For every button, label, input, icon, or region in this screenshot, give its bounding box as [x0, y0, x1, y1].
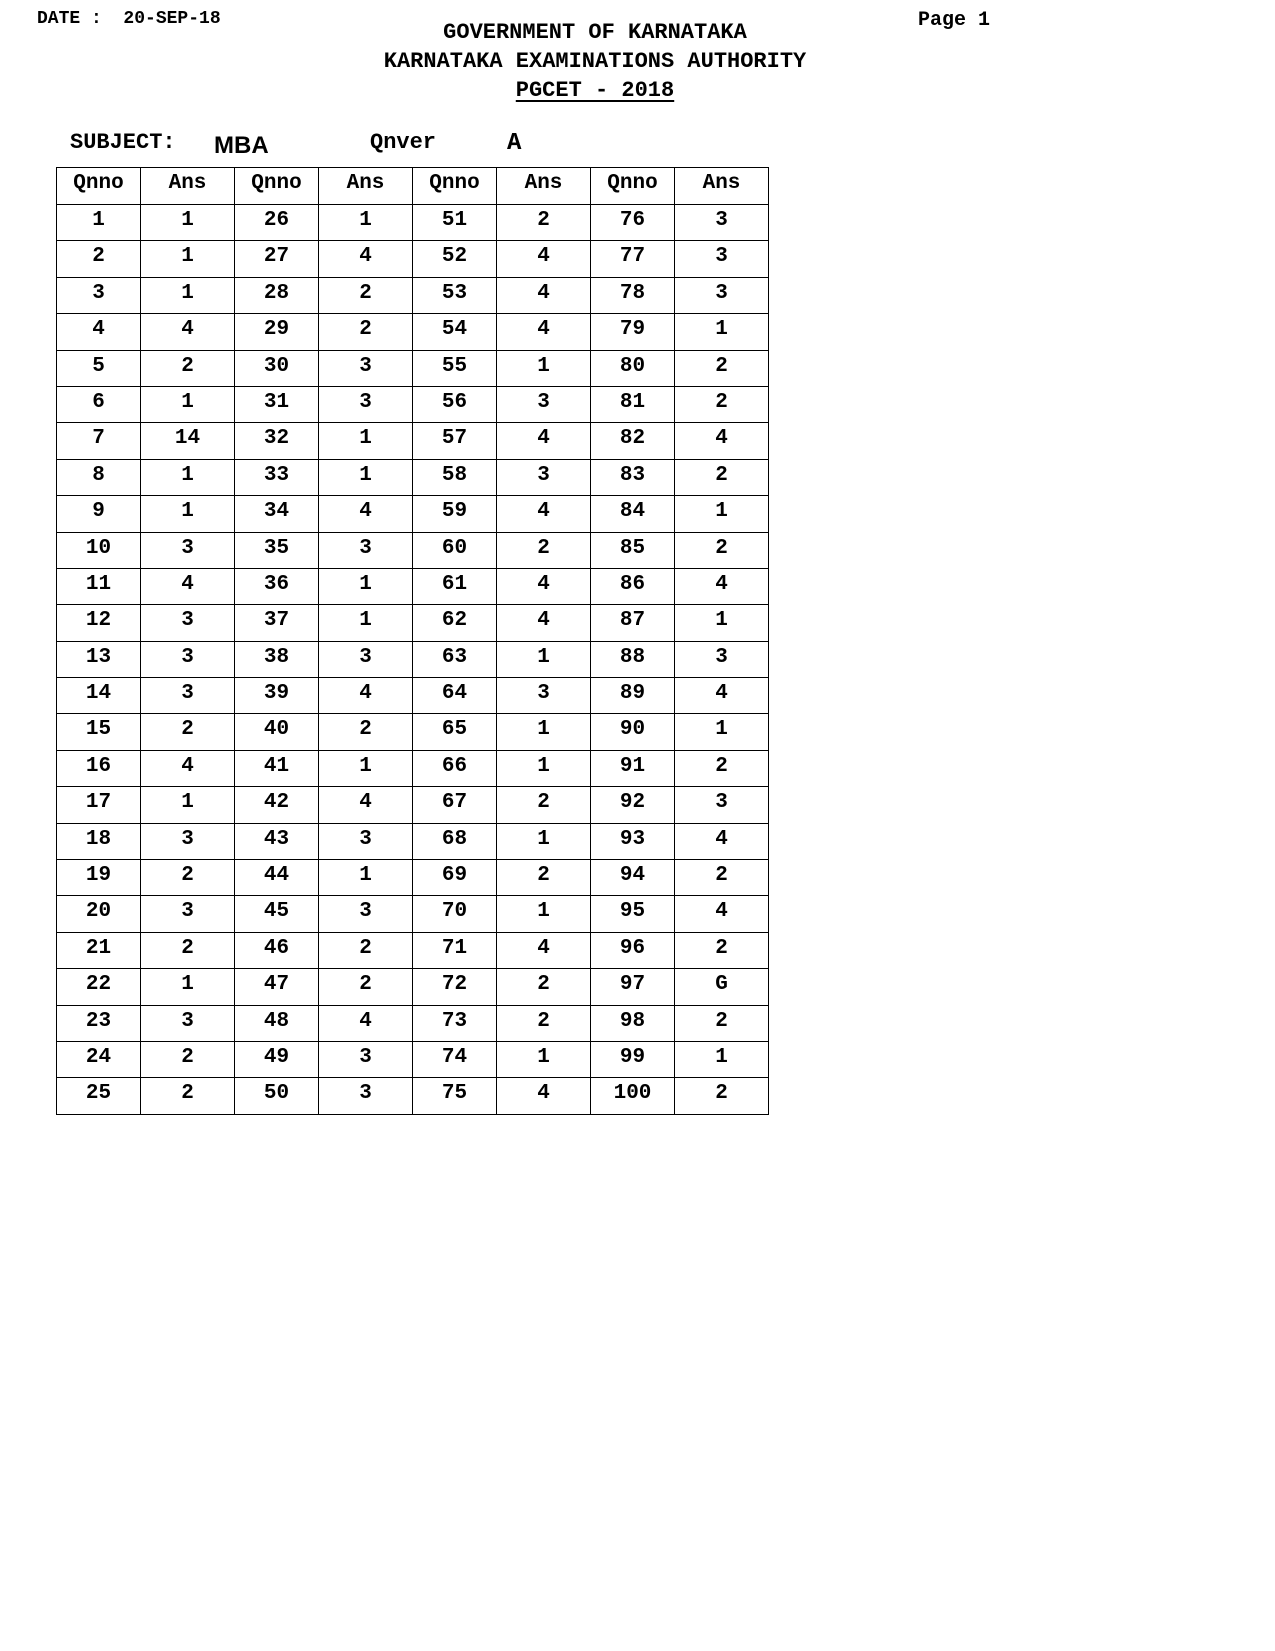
table-row	[57, 532, 769, 568]
answer-cell: 2	[675, 1078, 769, 1114]
table-row	[57, 787, 769, 823]
question-number-cell: 71	[413, 932, 497, 968]
answer-cell: 3	[141, 1005, 235, 1041]
answer-cell: 1	[141, 787, 235, 823]
answer-cell: 2	[675, 1005, 769, 1041]
answer-cell: 1	[675, 496, 769, 532]
question-number-cell: 29	[235, 314, 319, 350]
answer-cell: 2	[497, 969, 591, 1005]
answer-cell: 4	[497, 568, 591, 604]
answer-cell: 2	[141, 1078, 235, 1114]
answer-cell: 3	[675, 787, 769, 823]
answer-cell: 3	[319, 1041, 413, 1077]
question-number-cell: 83	[591, 459, 675, 495]
answer-cell: 2	[141, 350, 235, 386]
question-number-cell: 82	[591, 423, 675, 459]
question-number-cell: 68	[413, 823, 497, 859]
question-number-cell: 15	[57, 714, 141, 750]
question-number-cell: 58	[413, 459, 497, 495]
table-header-row	[57, 168, 769, 205]
question-number-cell: 88	[591, 641, 675, 677]
page-number: Page 1	[918, 9, 991, 32]
table-row	[57, 969, 769, 1005]
table-row	[57, 714, 769, 750]
answer-cell: 1	[497, 714, 591, 750]
table-row	[57, 605, 769, 641]
answer-cell: 1	[497, 1041, 591, 1077]
question-number-cell: 20	[57, 896, 141, 932]
question-number-cell: 23	[57, 1005, 141, 1041]
question-number-cell: 28	[235, 277, 319, 313]
answer-cell: 1	[319, 568, 413, 604]
answer-cell: 4	[141, 314, 235, 350]
answer-cell: 2	[141, 1041, 235, 1077]
question-number-cell: 42	[235, 787, 319, 823]
column-header-ans: Ans	[319, 168, 413, 205]
question-number-cell: 8	[57, 459, 141, 495]
question-number-cell: 60	[413, 532, 497, 568]
column-header-qnno: Qnno	[57, 168, 141, 205]
question-number-cell: 72	[413, 969, 497, 1005]
question-number-cell: 30	[235, 350, 319, 386]
question-number-cell: 40	[235, 714, 319, 750]
answer-cell: 4	[497, 605, 591, 641]
question-number-cell: 59	[413, 496, 497, 532]
question-number-cell: 99	[591, 1041, 675, 1077]
answer-cell: 2	[319, 969, 413, 1005]
question-number-cell: 26	[235, 205, 319, 241]
answer-cell: 3	[675, 205, 769, 241]
question-number-cell: 5	[57, 350, 141, 386]
answer-cell: 1	[319, 750, 413, 786]
question-number-cell: 46	[235, 932, 319, 968]
table-row	[57, 932, 769, 968]
answer-cell: 4	[675, 678, 769, 714]
question-number-cell: 14	[57, 678, 141, 714]
question-number-cell: 38	[235, 641, 319, 677]
question-number-cell: 11	[57, 568, 141, 604]
answer-cell: 4	[497, 932, 591, 968]
question-number-cell: 70	[413, 896, 497, 932]
column-header-qnno: Qnno	[591, 168, 675, 205]
answer-cell: 1	[497, 350, 591, 386]
table-row	[57, 1005, 769, 1041]
question-number-cell: 78	[591, 277, 675, 313]
column-header-ans: Ans	[497, 168, 591, 205]
answer-cell: 2	[319, 314, 413, 350]
answer-cell: 4	[497, 277, 591, 313]
question-number-cell: 89	[591, 678, 675, 714]
question-number-cell: 79	[591, 314, 675, 350]
answer-cell: 3	[319, 350, 413, 386]
column-header-ans: Ans	[141, 168, 235, 205]
table-row	[57, 241, 769, 277]
question-number-cell: 96	[591, 932, 675, 968]
question-number-cell: 50	[235, 1078, 319, 1114]
answer-cell: 2	[675, 860, 769, 896]
qnver-label: Qnver	[370, 130, 437, 155]
question-number-cell: 67	[413, 787, 497, 823]
answer-cell: 1	[497, 823, 591, 859]
question-number-cell: 64	[413, 678, 497, 714]
answer-cell: 1	[319, 860, 413, 896]
answer-cell: 2	[675, 459, 769, 495]
question-number-cell: 2	[57, 241, 141, 277]
question-number-cell: 54	[413, 314, 497, 350]
answer-cell: 1	[319, 605, 413, 641]
question-number-cell: 37	[235, 605, 319, 641]
table-row	[57, 350, 769, 386]
question-number-cell: 18	[57, 823, 141, 859]
question-number-cell: 66	[413, 750, 497, 786]
table-row	[57, 1041, 769, 1077]
question-number-cell: 62	[413, 605, 497, 641]
answer-cell: 3	[675, 277, 769, 313]
answer-cell: 3	[319, 386, 413, 422]
answer-cell: 2	[497, 860, 591, 896]
answer-cell: 3	[319, 641, 413, 677]
question-number-cell: 36	[235, 568, 319, 604]
answer-cell: 4	[675, 896, 769, 932]
answer-cell: 2	[497, 787, 591, 823]
subject-label: SUBJECT:	[70, 130, 176, 155]
question-number-cell: 48	[235, 1005, 319, 1041]
question-number-cell: 61	[413, 568, 497, 604]
table-row	[57, 896, 769, 932]
answer-cell: 3	[319, 823, 413, 859]
table-row	[57, 386, 769, 422]
table-row	[57, 496, 769, 532]
answer-cell: 3	[141, 532, 235, 568]
answer-cell: 3	[497, 386, 591, 422]
question-number-cell: 63	[413, 641, 497, 677]
answer-cell: 1	[141, 459, 235, 495]
question-number-cell: 49	[235, 1041, 319, 1077]
answer-cell: 4	[497, 314, 591, 350]
answer-cell: 1	[319, 459, 413, 495]
table-row	[57, 641, 769, 677]
answer-cell: 1	[141, 241, 235, 277]
question-number-cell: 16	[57, 750, 141, 786]
question-number-cell: 95	[591, 896, 675, 932]
question-number-cell: 4	[57, 314, 141, 350]
column-header-qnno: Qnno	[413, 168, 497, 205]
answer-cell: 2	[141, 714, 235, 750]
question-number-cell: 93	[591, 823, 675, 859]
question-number-cell: 25	[57, 1078, 141, 1114]
answer-cell: 4	[497, 496, 591, 532]
table-row	[57, 423, 769, 459]
answer-cell: 1	[141, 205, 235, 241]
answer-cell: 3	[141, 823, 235, 859]
answer-cell: 2	[319, 932, 413, 968]
question-number-cell: 77	[591, 241, 675, 277]
question-number-cell: 33	[235, 459, 319, 495]
document-title-block	[0, 18, 1190, 105]
answer-cell: 2	[319, 277, 413, 313]
answer-cell: 4	[141, 750, 235, 786]
answer-cell: 2	[675, 350, 769, 386]
answer-cell: 4	[141, 568, 235, 604]
question-number-cell: 85	[591, 532, 675, 568]
answer-cell: 4	[497, 241, 591, 277]
title-exam: PGCET - 2018	[515, 78, 675, 103]
answer-cell: 3	[319, 896, 413, 932]
question-number-cell: 56	[413, 386, 497, 422]
question-number-cell: 81	[591, 386, 675, 422]
answer-cell: 4	[675, 423, 769, 459]
answer-cell: 1	[141, 496, 235, 532]
answer-cell: 1	[319, 205, 413, 241]
table-row	[57, 205, 769, 241]
answer-cell: 1	[497, 641, 591, 677]
table-row	[57, 568, 769, 604]
column-header-qnno: Qnno	[235, 168, 319, 205]
question-number-cell: 97	[591, 969, 675, 1005]
table-row	[57, 277, 769, 313]
table-row	[57, 823, 769, 859]
question-number-cell: 45	[235, 896, 319, 932]
question-number-cell: 35	[235, 532, 319, 568]
subject-value: MBA	[214, 132, 269, 159]
question-number-cell: 92	[591, 787, 675, 823]
answer-cell: 3	[319, 532, 413, 568]
question-number-cell: 76	[591, 205, 675, 241]
question-number-cell: 3	[57, 277, 141, 313]
answer-cell: 1	[675, 314, 769, 350]
answer-cell: 4	[319, 678, 413, 714]
question-number-cell: 55	[413, 350, 497, 386]
answer-cell: 2	[675, 750, 769, 786]
answer-cell: 1	[141, 277, 235, 313]
answer-cell: 4	[497, 423, 591, 459]
answer-cell: 3	[141, 896, 235, 932]
table-body	[57, 205, 769, 1115]
question-number-cell: 1	[57, 205, 141, 241]
answer-cell: 1	[141, 969, 235, 1005]
answer-cell: 4	[319, 787, 413, 823]
answer-cell: 2	[675, 932, 769, 968]
answer-cell: 2	[319, 714, 413, 750]
question-number-cell: 73	[413, 1005, 497, 1041]
answer-cell: 3	[675, 641, 769, 677]
answer-cell: 2	[497, 532, 591, 568]
table-row	[57, 459, 769, 495]
date-label: DATE :	[37, 9, 102, 29]
question-number-cell: 75	[413, 1078, 497, 1114]
table-row	[57, 1078, 769, 1114]
question-number-cell: 27	[235, 241, 319, 277]
answer-cell: G	[675, 969, 769, 1005]
question-number-cell: 51	[413, 205, 497, 241]
question-number-cell: 74	[413, 1041, 497, 1077]
question-number-cell: 57	[413, 423, 497, 459]
question-number-cell: 13	[57, 641, 141, 677]
answer-cell: 14	[141, 423, 235, 459]
table-row	[57, 678, 769, 714]
answer-cell: 3	[141, 678, 235, 714]
question-number-cell: 84	[591, 496, 675, 532]
question-number-cell: 100	[591, 1078, 675, 1114]
answer-cell: 3	[141, 605, 235, 641]
answer-cell: 3	[141, 641, 235, 677]
question-number-cell: 19	[57, 860, 141, 896]
answer-cell: 1	[675, 605, 769, 641]
answer-cell: 2	[675, 532, 769, 568]
column-header-ans: Ans	[675, 168, 769, 205]
table-row	[57, 314, 769, 350]
question-number-cell: 17	[57, 787, 141, 823]
question-number-cell: 91	[591, 750, 675, 786]
answer-cell: 2	[141, 860, 235, 896]
question-number-cell: 80	[591, 350, 675, 386]
answer-cell: 2	[497, 1005, 591, 1041]
question-number-cell: 34	[235, 496, 319, 532]
answer-cell: 4	[319, 496, 413, 532]
question-number-cell: 94	[591, 860, 675, 896]
question-number-cell: 43	[235, 823, 319, 859]
answer-key-table	[56, 167, 769, 1115]
answer-cell: 2	[141, 932, 235, 968]
answer-cell: 1	[675, 1041, 769, 1077]
question-number-cell: 47	[235, 969, 319, 1005]
table-row	[57, 750, 769, 786]
question-number-cell: 10	[57, 532, 141, 568]
answer-cell: 2	[675, 386, 769, 422]
answer-cell: 1	[141, 386, 235, 422]
question-number-cell: 44	[235, 860, 319, 896]
question-number-cell: 24	[57, 1041, 141, 1077]
answer-cell: 4	[319, 1005, 413, 1041]
answer-cell: 3	[319, 1078, 413, 1114]
question-number-cell: 90	[591, 714, 675, 750]
answer-cell: 4	[319, 241, 413, 277]
answer-cell: 3	[497, 678, 591, 714]
question-number-cell: 98	[591, 1005, 675, 1041]
question-number-cell: 39	[235, 678, 319, 714]
answer-cell: 3	[497, 459, 591, 495]
question-number-cell: 53	[413, 277, 497, 313]
question-number-cell: 52	[413, 241, 497, 277]
question-number-cell: 9	[57, 496, 141, 532]
question-number-cell: 22	[57, 969, 141, 1005]
answer-cell: 4	[497, 1078, 591, 1114]
question-number-cell: 7	[57, 423, 141, 459]
answer-cell: 4	[675, 568, 769, 604]
question-number-cell: 41	[235, 750, 319, 786]
qnver-value: A	[507, 130, 522, 157]
answer-cell: 1	[319, 423, 413, 459]
answer-cell: 1	[497, 750, 591, 786]
question-number-cell: 86	[591, 568, 675, 604]
answer-cell: 4	[675, 823, 769, 859]
date-value: 20-SEP-18	[123, 9, 221, 29]
question-number-cell: 31	[235, 386, 319, 422]
table-row	[57, 860, 769, 896]
title-authority: KARNATAKA EXAMINATIONS AUTHORITY	[383, 49, 807, 74]
question-number-cell: 6	[57, 386, 141, 422]
answer-cell: 2	[497, 205, 591, 241]
title-government: GOVERNMENT OF KARNATAKA	[443, 20, 747, 45]
question-number-cell: 65	[413, 714, 497, 750]
question-number-cell: 21	[57, 932, 141, 968]
question-number-cell: 87	[591, 605, 675, 641]
answer-cell: 1	[675, 714, 769, 750]
question-number-cell: 69	[413, 860, 497, 896]
answer-cell: 3	[675, 241, 769, 277]
answer-cell: 1	[497, 896, 591, 932]
question-number-cell: 32	[235, 423, 319, 459]
question-number-cell: 12	[57, 605, 141, 641]
